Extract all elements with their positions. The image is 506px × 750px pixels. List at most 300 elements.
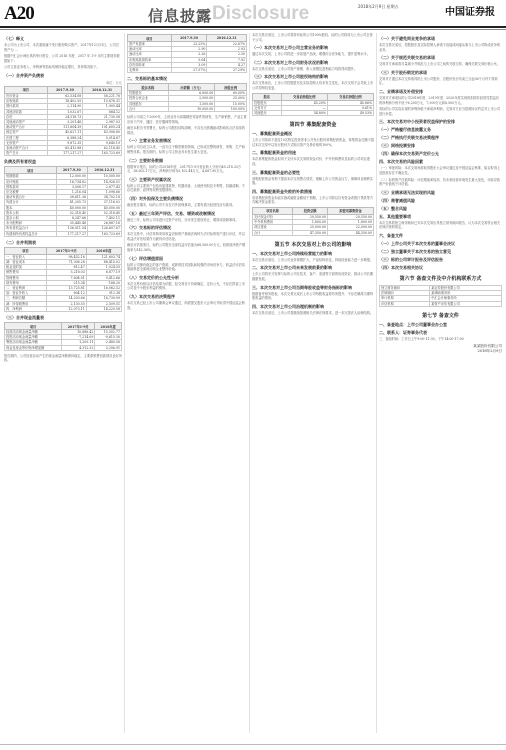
- table-cell: 121,603.74: [86, 254, 121, 259]
- column-header: 2017.9.30: [47, 86, 83, 93]
- paragraph: （三）网络投票安排: [379, 143, 415, 149]
- column-header: 股东名称: [128, 84, 169, 91]
- table-cell: 10,500.00: [88, 174, 122, 179]
- page-header: [0, 0, 506, 26]
- paragraph: （一）主营业务发展情况: [127, 138, 171, 144]
- paragraph: （六）交易标的评估情况: [127, 225, 171, 231]
- table-cell: 税金及附加: [5, 265, 47, 270]
- paragraph: （一）审批风险：本次交易尚需取得股东大会审议通过及中国证监会核准，能否取得上述批准存在不确定性。: [379, 166, 501, 175]
- table-cell: 111,804.39: [47, 125, 83, 130]
- table-cell: 2,130.55: [46, 301, 86, 306]
- paragraph: （四）商誉减值风险: [379, 197, 415, 203]
- table-cell: 经营活动现金流量净额: [5, 330, 62, 335]
- table-cell: 预收款项: [5, 184, 57, 189]
- table-cell: 减：营业成本: [5, 260, 47, 265]
- body-text: [379, 322, 502, 342]
- table-cell: 现金及现金等价物净增加额: [5, 345, 62, 350]
- table-cell: 非流动资产合计: [5, 146, 48, 151]
- column-header: 项目: [128, 35, 172, 42]
- table-cell: 43,906.80: [83, 130, 122, 135]
- table-cell: 流动负债合计: [5, 195, 57, 200]
- table-cell: 在建工程: [5, 135, 48, 140]
- table-cell: 四、净利润: [5, 306, 47, 311]
- table-cell: 58,221.76: [83, 93, 122, 98]
- table-cell: 2,877.43: [88, 184, 122, 189]
- column-header: 交易前持股比例: [281, 93, 327, 100]
- table-cell: 22.67%: [207, 42, 247, 47]
- table-cell: 3.09: [171, 62, 207, 67]
- table-cell: 3,508.17: [56, 184, 87, 189]
- table-cell: 38,611.36: [56, 195, 87, 200]
- cash-flow-table: [4, 322, 122, 351]
- paragraph: 本次交易完成后，上市公司将持有标的公司100%股权，标的公司将成为上市公司全资子公司。: [252, 33, 373, 42]
- paragraph: 六、备查文件: [379, 232, 403, 238]
- intro-heading: （七）释义: [4, 36, 24, 41]
- table-cell: 177,217.27: [56, 231, 87, 236]
- table-cell: 3,206.91: [95, 345, 122, 350]
- paragraph: 公司主营业务收入、净利润等指标均保持稳定增长，具体情况如下。: [4, 65, 100, 70]
- table-cell: 2.26: [171, 52, 207, 57]
- table-cell: 100.00%: [215, 106, 247, 111]
- table-cell: 销售费用: [5, 270, 47, 275]
- signature-date: 2018年2月9日: [477, 349, 502, 354]
- paragraph: 五、其他重要事项: [379, 213, 411, 219]
- paragraph: 若标的公司实际实现的净利润低于承诺净利润，交易对方应当按照协议约定对上市公司进行补偿。: [379, 107, 501, 116]
- table-row: [128, 106, 247, 111]
- column-4: [379, 33, 502, 733]
- table-cell: 资产负债率: [128, 42, 172, 47]
- paragraph: （一）上市公司关于本次交易的董事会决议: [379, 240, 455, 246]
- column-header: 2016.12.31: [207, 35, 247, 42]
- paragraph: 通过本次交易，上市公司将进一步拓展产品线，增强综合竞争能力，提升盈利水平。: [252, 52, 370, 57]
- table-cell: 12,000.00: [56, 174, 87, 179]
- table-cell: 65,412.88: [47, 146, 83, 151]
- fund-usage-table: [252, 207, 374, 236]
- table-cell: 41,205.73: [56, 200, 87, 205]
- paragraph: （八）交易定价的公允性分析: [127, 274, 179, 280]
- table-cell: 固定资产: [5, 130, 48, 135]
- paragraph: 募集配套资金有利于提高本次交易整合绩效，缓解上市公司资金压力，保障项目顺利实施。: [252, 176, 374, 186]
- page-number: A20: [4, 3, 34, 24]
- table-cell: 13,725.81: [46, 286, 86, 291]
- table-cell: 筹资活动现金流量净额: [5, 340, 62, 345]
- table-cell: 控股股东: [253, 100, 282, 105]
- paragraph: （二）严格执行关联交易决策程序: [379, 135, 439, 141]
- table-cell: 40,000.00: [56, 205, 87, 210]
- paragraph: 本次交易的独立财务顾问已对本次交易出具独立财务顾问报告，认为本次交易符合相关法律法规的规定。: [379, 220, 501, 230]
- table-cell: 52,318.40: [88, 210, 122, 215]
- table-cell: 未分配利润: [5, 221, 57, 226]
- column-header: 2016.12.31: [88, 167, 122, 174]
- table-cell: 20,550.00: [293, 214, 328, 219]
- table-cell: 14,220.58: [86, 306, 121, 311]
- table-cell: 合计: [128, 106, 169, 111]
- paragraph: 根据审计报告，标的公司2016年度、2017年1-9月营业收入分别为45,218.33万元、38,602.17万元，净利润分别为5,102.44万元、4,687.90万元。: [127, 164, 242, 174]
- paragraph: 若募集配套资金未能实施或融资金额低于预期，上市公司将以自有资金或银行贷款等方式解决资金需求。: [252, 195, 374, 205]
- table-cell: 40,000.00: [88, 205, 122, 210]
- table-row: [128, 68, 247, 73]
- paragraph: 四、募集配套资金失败的补救措施: [252, 188, 312, 194]
- table-cell: 2,987.03: [83, 119, 122, 124]
- table-cell: 25.00%: [215, 96, 247, 101]
- table-cell: 912.38: [86, 291, 121, 296]
- table-row: [5, 306, 122, 311]
- paragraph: （二）关于规范关联交易的承诺: [379, 55, 435, 61]
- table-cell: 支付现金对价: [253, 214, 293, 219]
- table-cell: 5,218.03: [46, 270, 86, 275]
- table-cell: 减：所得税费用: [5, 301, 47, 306]
- column-header: 项目名称: [253, 207, 293, 214]
- table-cell: 47,350.00: [293, 230, 328, 235]
- table-cell: 2,509.51: [86, 301, 121, 306]
- paragraph: 截至评估基准日，标的公司股东全部权益评估值为68,500.00万元，较账面净资产增值率为142.36%。: [127, 243, 246, 252]
- table-cell: 1,024.55: [86, 265, 121, 270]
- paragraph: 二、募集配套资金的用途: [252, 150, 296, 156]
- table-cell: 9,640.19: [83, 140, 122, 145]
- paragraph: 标的公司主要资产包括房屋建筑物、机器设备、土地使用权及专利等，权属清晰，不存在抵押、质押等权利受限情形。: [127, 183, 245, 193]
- column-header: 2017年1-9月: [62, 323, 95, 330]
- table-cell: 1,098.66: [88, 190, 122, 195]
- table-cell: 合计: [253, 230, 293, 235]
- table-cell: 4.27: [207, 62, 247, 67]
- table-row: [380, 301, 502, 306]
- table-cell: -215.34: [46, 280, 86, 285]
- table-cell: 资产总计: [5, 151, 48, 156]
- paragraph: （三）本次交易对上市公司股权结构的影响: [252, 74, 328, 80]
- table-cell: 101,605.24: [83, 125, 122, 130]
- paragraph: （二）本次交易对上市公司财务状况的影响: [252, 59, 328, 65]
- paragraph: 本次交易中，评估机构采用收益法和资产基础法两种方法对标的资产进行评估，并以收益法评估结果作为最终评估结论。: [127, 232, 245, 241]
- paragraph: （三）关于股份锁定的承诺: [379, 69, 427, 75]
- table-cell: -9,615.30: [95, 335, 122, 340]
- table-cell: 884.12: [83, 109, 122, 114]
- paragraph: （一）关于避免同业竞争的承诺: [379, 36, 435, 41]
- paragraph: （五）最近三年资产评估、交易、增资或改制情况: [127, 210, 215, 216]
- table-cell: 9.61%: [327, 105, 373, 110]
- table-cell: 8,247.66: [56, 216, 87, 221]
- column-header: 项目: [5, 86, 48, 93]
- table-row: [5, 345, 122, 350]
- paragraph: （三）标的公司审计报告及评估报告: [379, 256, 443, 262]
- body-text: [127, 115, 247, 310]
- table-cell: 预付款项: [5, 104, 48, 109]
- signature-block: [379, 344, 502, 354]
- column-header: 2016年度: [86, 247, 121, 254]
- paragraph: （五）整合风险: [379, 205, 407, 211]
- table-cell: 项目建设: [253, 225, 293, 230]
- table-cell: 流动比率: [128, 47, 172, 52]
- table-cell: 1,032.67: [47, 109, 83, 114]
- column-header: 交易后持股比例: [327, 93, 373, 100]
- table-cell: 1,800.00: [328, 220, 374, 225]
- table-cell: -188.20: [86, 280, 121, 285]
- table-row: [5, 125, 122, 130]
- table-cell: 负债和所有者权益总计: [5, 231, 57, 236]
- paragraph: 报告期内，公司经营活动产生的现金流量净额保持稳定，主要系销售回款情况良好所致。: [4, 353, 122, 363]
- section-heading: 二、交易标的基本情况: [127, 76, 167, 82]
- column-divider: [376, 33, 377, 733]
- issue-date: 2018年2月9日 星期五: [358, 4, 399, 9]
- table-cell: 二、营业利润: [5, 286, 47, 291]
- table-cell: 27.57%: [171, 68, 207, 73]
- table-cell: 投资活动现金流量净额: [5, 335, 62, 340]
- footer-rule: [0, 744, 506, 745]
- paragraph: 本次募集配套资金拟用于支付本次交易的现金对价、中介机构费用及标的公司项目建设。: [252, 157, 370, 166]
- column-header: 持股比例: [215, 84, 247, 91]
- table-row: [253, 230, 374, 235]
- table-cell: 存货: [5, 114, 48, 119]
- column-header: 2016年度: [95, 323, 122, 330]
- table-cell: 评估机构: [380, 301, 430, 306]
- table-cell: 应付账款: [5, 179, 57, 184]
- paragraph: 本次交易价格以评估结果为依据，经交易各方协商确定，定价公允，不存在损害上市公司及中小股东利益的情形。: [127, 281, 245, 291]
- paragraph: 交易对方通过本次交易取得的上市公司股份，自股份发行结束之日起36个月内不得转让。: [379, 76, 498, 86]
- liabilities-table: [4, 166, 122, 236]
- paragraph: （一）严格履行信息披露义务: [379, 127, 431, 133]
- table-cell: 三、利润总额: [5, 296, 47, 301]
- table-cell: 毛利率: [128, 68, 172, 73]
- paragraph: （三）主要资产权属状况: [127, 176, 171, 182]
- table-cell: 流动资产合计: [5, 125, 48, 130]
- table-cell: 15.00%: [215, 101, 247, 106]
- table-cell: 71,306.28: [46, 260, 86, 265]
- header-rule-thin: [0, 29, 506, 30]
- table-cell: 短期借款: [5, 174, 57, 179]
- paragraph: 标的公司成立于2009年，主营业务为高端精密零部件的研发、生产和销售，产品主要应用于汽车、通信、医疗器械等领域。: [127, 115, 247, 124]
- section-title-en: Disclosure: [212, 3, 310, 24]
- table-cell: 15,302.77: [95, 330, 122, 335]
- column-header: 2016.12.31: [83, 86, 122, 93]
- table-row: [253, 214, 374, 219]
- table-cell: 审计机构: [380, 296, 430, 301]
- paragraph: 本次交易前后，上市公司控股股东及实际控制人均未发生变化，本次交易不会导致上市公司控制权变更。: [252, 81, 374, 90]
- cash-flow-heading: （三）合并现金流量表: [4, 315, 44, 321]
- table-cell: 54.80%: [281, 110, 327, 115]
- table-row: [5, 231, 122, 236]
- table-cell: 34,702.18: [88, 195, 122, 200]
- table-cell: 负债合计: [5, 200, 57, 205]
- table-cell: 某证券股份有限公司: [430, 285, 502, 290]
- table-cell: 盈余公积: [5, 216, 57, 221]
- table-cell: 5.64: [171, 57, 207, 62]
- paragraph: （四）确保本次交易资产定价公允: [379, 151, 439, 157]
- table-cell: 2,500.00: [168, 96, 215, 101]
- table-cell: 163,723.69: [83, 151, 122, 156]
- header-rule: [0, 26, 506, 28]
- table-cell: 24,518.73: [47, 114, 83, 119]
- paragraph: 本次交易完成后，控股股东及实际控制人承诺不直接或间接从事与上市公司构成竞争的业务。: [379, 43, 501, 52]
- table-cell: 某资产评估有限公司: [430, 301, 502, 306]
- body-text: [379, 36, 502, 270]
- table-cell: 12,073.11: [46, 306, 86, 311]
- paragraph: 上市公司拟向不超过10名特定投资者非公开发行股份募集配套资金，募集资金总额不超过本次交易中以发行股份方式购买资产交易价格的100%。: [252, 138, 374, 147]
- paragraph: 本次交易完成后，上市公司资产规模、收入规模及盈利能力均将得到提升。: [252, 66, 358, 71]
- table-cell: 独立财务顾问: [380, 285, 430, 290]
- paragraph: （四）本次交易相关协议: [379, 264, 423, 270]
- table-cell: 法律顾问: [380, 291, 430, 296]
- table-row: [253, 110, 374, 115]
- table-cell: 177,217.27: [47, 151, 83, 156]
- table-cell: 应交税费: [5, 190, 57, 195]
- table-cell: 49.53%: [327, 110, 373, 115]
- paragraph: 本次交易已经上市公司董事会审议通过，尚需提交股东大会审议并取得中国证监会核准。: [127, 300, 245, 310]
- paragraph: 根据中汇会计师出具的审计报告，公司 2016 年度、2017 年 1-9 月的主要财务数据如下：: [4, 54, 120, 63]
- table-cell: 62,534.08: [47, 93, 83, 98]
- table-cell: 5,014.67: [83, 135, 122, 140]
- table-cell: 35,445.48: [56, 221, 87, 226]
- table-cell: 604.12: [46, 291, 86, 296]
- unit-label: 单位：万元: [106, 80, 122, 85]
- table-cell: 应收账款周转率: [128, 57, 172, 62]
- table-cell: 10,000.00: [168, 106, 215, 111]
- table-cell: 14,203.66: [46, 296, 86, 301]
- table-cell: 136,011.54: [56, 226, 87, 231]
- table-cell: 1,800.00: [293, 220, 328, 225]
- table-cell: 1,216.04: [56, 190, 87, 195]
- paragraph: （四）对外担保及主要负债情况: [127, 195, 183, 201]
- table-cell: 60.00%: [215, 91, 247, 96]
- column-divider: [124, 33, 125, 733]
- table-cell: 1,905.44: [83, 104, 122, 109]
- income-statement-heading: （二）合并利润表: [4, 239, 36, 245]
- table-cell: —: [281, 105, 327, 110]
- table-cell: 45.20%: [281, 100, 327, 105]
- paragraph: （二）独立董事关于本次交易的独立意见: [379, 248, 451, 254]
- paragraph: 标的公司自设立以来，一直专注于精密制造领域，已形成完整的研发、采购、生产和销售体系。报告期内，标的公司主营业务未发生重大变化。: [127, 145, 245, 154]
- chapter-heading: 第四节 募集配套资金: [289, 122, 337, 129]
- newspaper-masthead: 中国证券报: [445, 7, 495, 18]
- table-cell: 14,926.51: [88, 179, 122, 184]
- table-cell: 44,350.00: [328, 230, 374, 235]
- chapter-heading: 第六节 备查文件及中介机构联系方式: [399, 275, 482, 282]
- table-header-row: [128, 35, 247, 42]
- table-cell: 15,876.31: [83, 99, 122, 104]
- chapter-heading: 第五节 本次交易对上市公司的影响: [274, 241, 352, 248]
- table-cell: 16,734.82: [56, 179, 87, 184]
- table-cell: 应收账款: [5, 99, 48, 104]
- paragraph: 本公司为上市公司，本次重组属于发行股份购买资产，2017年12月31日，公司总资产为 …: [4, 43, 120, 52]
- table-cell: 中汇会计师事务所: [430, 296, 502, 301]
- shareholder-table: [127, 83, 247, 112]
- paragraph: 上市公司将充分发挥与标的公司在技术、客户、渠道等方面的协同效应，推动公司长期健康发展。: [252, 272, 374, 281]
- table-cell: 其他股东: [128, 101, 169, 106]
- table-cell: 10,886.42: [62, 330, 95, 335]
- body-text: [252, 33, 374, 91]
- table-header-row: [253, 93, 374, 100]
- table-cell: 163,723.69: [88, 231, 122, 236]
- paragraph: 交易对方承诺将尽量减少并规范与上市公司之间的关联交易，确保关联交易价格公允。: [379, 62, 501, 67]
- table-cell: 812.47: [46, 265, 86, 270]
- paragraph: 截至本报告书签署日，标的公司股权结构清晰，不存在出资瑕疵或影响其合法存续的情况。: [127, 126, 245, 135]
- column-header: 2017.9.30: [56, 167, 87, 174]
- body-text: [252, 131, 374, 205]
- table-cell: 27.29%: [207, 68, 247, 73]
- intermediary-table: [379, 285, 502, 307]
- table-cell: -7,214.09: [62, 335, 95, 340]
- table-cell: 其他应收款: [5, 109, 48, 114]
- table-cell: 21,730.58: [83, 114, 122, 119]
- paragraph: 一、本次交易对上市公司持续经营能力的影响: [252, 250, 332, 256]
- column-header: 项目: [5, 167, 57, 174]
- table-header-row: [253, 207, 374, 214]
- table-cell: 管理费用: [5, 275, 47, 280]
- paragraph: （七）评估增值原因: [127, 255, 163, 261]
- equity-structure-table: [252, 93, 374, 117]
- paragraph: 一、募集配套资金概况: [252, 131, 292, 137]
- table-cell: 其他股东: [253, 110, 282, 115]
- column-header: 2017年1-9月: [46, 247, 86, 254]
- table-cell: 1,500.00: [168, 101, 215, 106]
- paragraph: 二、联系人：证券事务代表: [379, 329, 427, 335]
- paragraph: 二、本次交易对上市公司未来发展前景的影响: [252, 265, 332, 271]
- column-2: [127, 33, 247, 733]
- table-cell: 2.30: [207, 52, 247, 57]
- column-header: 股东: [253, 93, 282, 100]
- table-header-row: [5, 167, 122, 174]
- table-cell: 货币资金: [5, 93, 48, 98]
- balance-sheet-table: [4, 86, 122, 156]
- section-title: 信息披露: [148, 7, 213, 25]
- paragraph: 交易对方承诺标的公司2018年度、2019年度、2020年度实现的扣除非经常性损益后的净利润分别不低于6,200万元、7,300万元和8,500万元。: [379, 95, 499, 105]
- table-cell: 加：营业外收入: [5, 291, 47, 296]
- table-cell: 2.93: [207, 47, 247, 52]
- table-cell: 9,412.66: [86, 275, 121, 280]
- body-text: [252, 251, 374, 316]
- table-cell: 存货周转率: [128, 62, 172, 67]
- table-cell: 一、营业收入: [5, 254, 47, 259]
- table-cell: 股本: [5, 205, 57, 210]
- financial-ratio-table: [127, 34, 247, 73]
- paragraph: （二）标的资产估值风险：评估增值率较高，若未来经营环境发生重大变化，可能导致资产价值低于评估值。: [379, 177, 501, 187]
- table-cell: 所有者权益合计: [5, 226, 57, 231]
- table-cell: 2,114.90: [47, 104, 83, 109]
- table-cell: 16,062.52: [86, 286, 121, 291]
- table-cell: 52,318.40: [56, 210, 87, 215]
- paragraph: 四、本次交易的风险因素: [379, 159, 423, 165]
- table-cell: 3,201.46: [47, 119, 83, 124]
- table-cell: 25,000.00: [293, 225, 328, 230]
- table-cell: 18,402.55: [47, 99, 83, 104]
- table-header-row: [5, 323, 122, 330]
- table-cell: 98,452.16: [46, 254, 86, 259]
- table-cell: 45,627.11: [47, 130, 83, 135]
- paragraph: 三、查阅时间：工作日上午9:00-11:30，下午14:00-17:00: [379, 336, 464, 341]
- paragraph: 三、募集配套资金的必要性: [252, 169, 300, 175]
- intro-paragraphs: [4, 43, 122, 70]
- paragraph: 截至报告期末，标的公司不存在对外担保事项，主要负债为经营性应付款项。: [127, 202, 236, 207]
- paragraph: （三）业绩承诺无法实现的风险: [379, 189, 435, 195]
- paragraph: 四、本次交易对上市公司治理机制的影响: [252, 303, 324, 309]
- paragraph: 根据备考财务报表，本次交易完成后上市公司每股收益将有所提升，不存在摊薄当期每股收益的情形。: [252, 291, 374, 301]
- income-statement-table: [4, 247, 122, 312]
- table-cell: 26,887.16: [88, 221, 122, 226]
- column-divider: [249, 33, 250, 733]
- column-header: 拟使用募集资金: [328, 207, 374, 214]
- table-header-row: [5, 247, 122, 254]
- column-header: 投资总额: [293, 207, 328, 214]
- column-header: 2017.9.30: [171, 35, 207, 42]
- table-cell: 6,388.24: [47, 135, 83, 140]
- paragraph: 本次交易完成后，上市公司业务规模扩大，产品结构优化，持续经营能力进一步增强。: [252, 257, 374, 262]
- paragraph: 本次交易完成后，上市公司将继续按照相关法律法规要求，进一步完善法人治理结构。: [252, 310, 374, 315]
- table-cell: 126,607.67: [88, 226, 122, 231]
- table-cell: 62,118.45: [83, 146, 122, 151]
- table-cell: 某律师事务所: [430, 291, 502, 296]
- paragraph: 标的公司拥有稳定的客户资源、成熟的技术团队和较强的市场竞争力，收益法评估结果能够更全面地反映企业整体价值。: [127, 262, 245, 272]
- table-cell: 23.25%: [171, 42, 207, 47]
- column-1: [4, 33, 122, 733]
- table-cell: 4,312.32: [62, 345, 95, 350]
